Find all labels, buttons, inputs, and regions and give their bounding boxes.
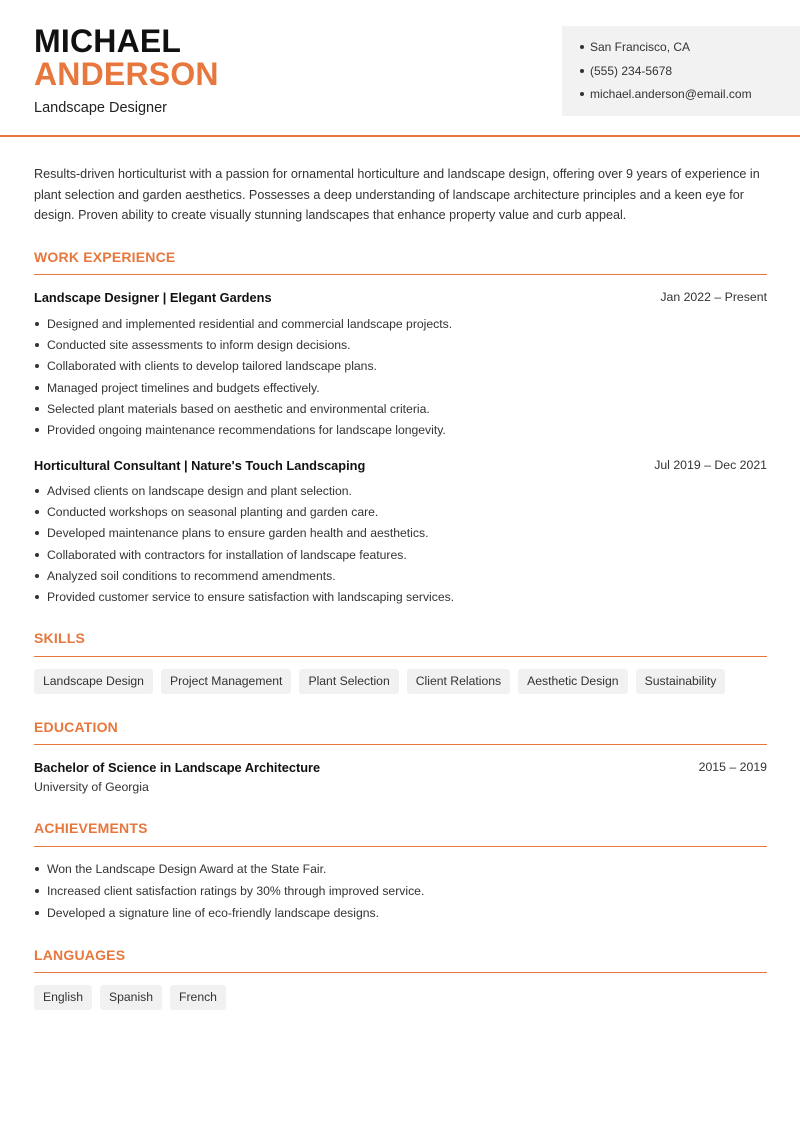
- language-tags: [34, 985, 226, 1010]
- education-heading: EDUCATION: [34, 719, 118, 735]
- skills-heading: SKILLS: [34, 630, 85, 646]
- contact-phone: (555) 234-5678: [580, 64, 800, 88]
- contact-location: San Francisco, CA: [580, 40, 800, 64]
- list-item: Provided ongoing maintenance recommendations for landscape longevity.: [34, 423, 764, 444]
- list-item: Provided customer service to ensure satisfaction with landscaping services.: [34, 590, 764, 611]
- skill-tag: Client Relations: [407, 669, 510, 694]
- list-item: Managed project timelines and budgets effectively.: [34, 381, 764, 402]
- skill-tag: Aesthetic Design: [518, 669, 627, 694]
- section-divider: [34, 972, 767, 973]
- work-experience-heading: WORK EXPERIENCE: [34, 249, 176, 265]
- skill-tag: Landscape Design: [34, 669, 153, 694]
- language-tag: Spanish: [100, 985, 162, 1010]
- section-divider: [34, 656, 767, 657]
- resume-header: [0, 0, 800, 137]
- contact-email[interactable]: michael.anderson@email.com: [580, 87, 800, 111]
- list-item: Won the Landscape Design Award at the State Fair.: [34, 862, 764, 884]
- skill-tag: Sustainability: [636, 669, 726, 694]
- job-bullets-2: [34, 484, 764, 611]
- list-item: Developed a signature line of eco-friendly landscape designs.: [34, 906, 764, 928]
- job-date-2: Jul 2019 – Dec 2021: [654, 458, 767, 472]
- list-item: Collaborated with clients to develop tailored landscape plans.: [34, 359, 764, 380]
- list-item: Conducted site assessments to inform design decisions.: [34, 338, 764, 359]
- achievements-heading: ACHIEVEMENTS: [34, 820, 148, 836]
- languages-heading: LANGUAGES: [34, 947, 126, 963]
- contact-box: [562, 26, 800, 116]
- list-item: Selected plant materials based on aesthetic and environmental criteria.: [34, 402, 764, 423]
- language-tag: French: [170, 985, 226, 1010]
- school-name: University of Georgia: [34, 780, 149, 794]
- job-title: Landscape Designer: [34, 100, 168, 116]
- first-name: MICHAEL: [34, 23, 182, 59]
- job-title-1: Landscape Designer | Elegant Gardens: [34, 290, 272, 305]
- list-item: Collaborated with contractors for installation of landscape features.: [34, 548, 764, 569]
- language-tag: English: [34, 985, 92, 1010]
- list-item: Analyzed soil conditions to recommend amendments.: [34, 569, 764, 590]
- section-divider: [34, 274, 767, 275]
- job-title-2: Horticultural Consultant | Nature's Touch Landscaping: [34, 458, 366, 473]
- list-item: Conducted workshops on seasonal planting and garden care.: [34, 505, 764, 526]
- skill-tag: Plant Selection: [299, 669, 398, 694]
- skills-tags: [34, 669, 725, 694]
- section-divider: [34, 846, 767, 847]
- degree-title: Bachelor of Science in Landscape Architecture: [34, 760, 321, 775]
- section-divider: [34, 744, 767, 745]
- job-bullets-1: [34, 317, 764, 444]
- list-item: Increased client satisfaction ratings by 30% through improved service.: [34, 884, 764, 906]
- skill-tag: Project Management: [161, 669, 291, 694]
- job-date-1: Jan 2022 – Present: [660, 290, 767, 304]
- achievements-list: [34, 862, 764, 928]
- list-item: Advised clients on landscape design and plant selection.: [34, 484, 764, 505]
- professional-summary: Results-driven horticulturist with a passion for ornamental horticulture and landscape design, offering over 9 years of experience in plant selection and garden aesthetics. Possesses a deep understanding of landscape architecture principles and a keen eye for design. Proven ability to create visually stunning landscapes that enhance property value and curb appeal.: [34, 167, 760, 222]
- education-date: 2015 – 2019: [698, 760, 767, 774]
- last-name: ANDERSON: [34, 56, 219, 92]
- list-item: Designed and implemented residential and commercial landscape projects.: [34, 317, 764, 338]
- list-item: Developed maintenance plans to ensure garden health and aesthetics.: [34, 526, 764, 547]
